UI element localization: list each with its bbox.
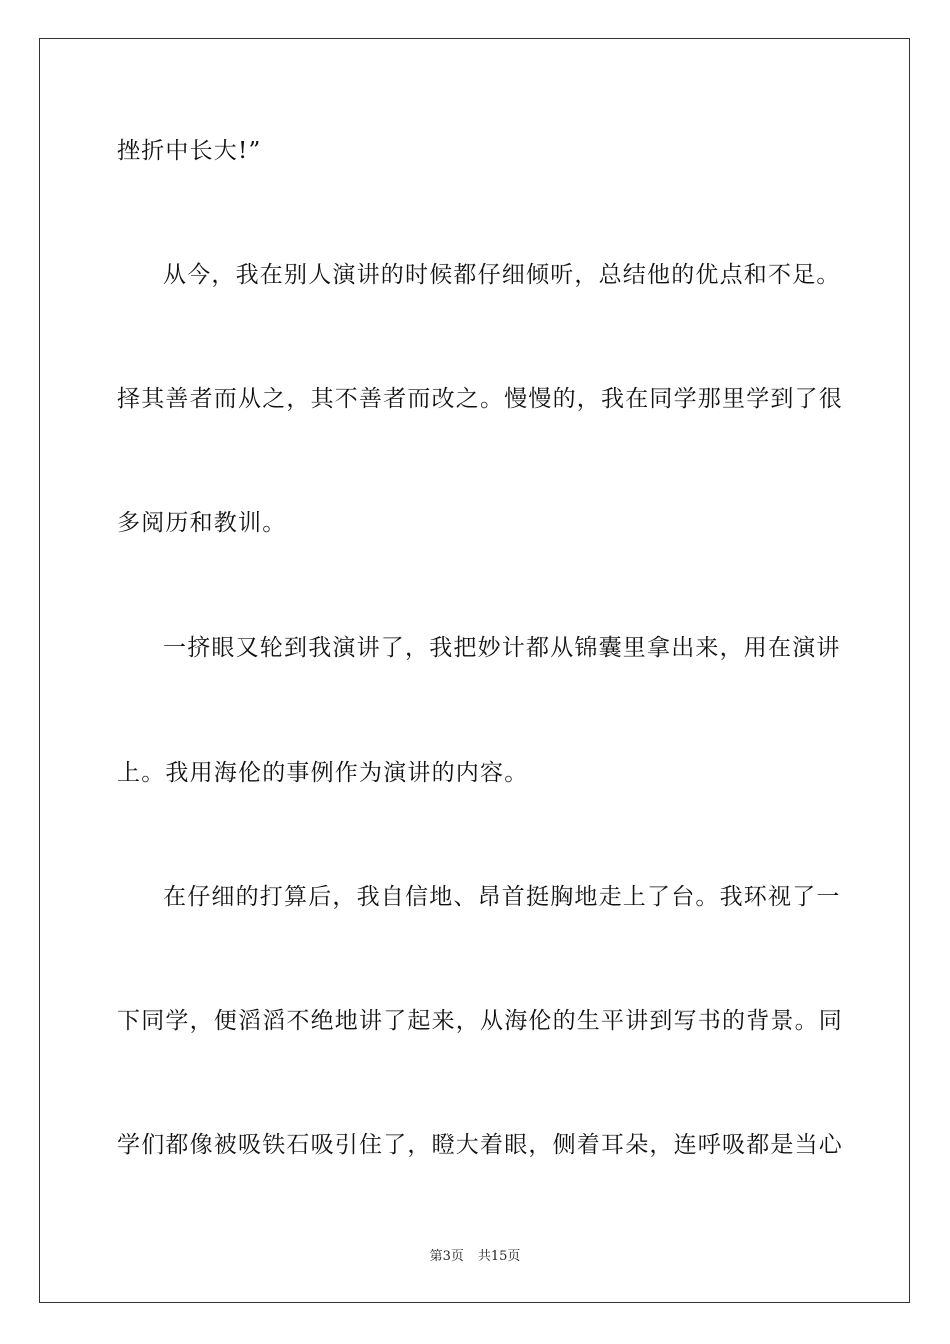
paragraph-start-line: 在仔细的打算后，我自信地、昂首挺胸地走上了台。我环视了一: [163, 884, 841, 910]
text-line-1: 挫折中长大!”: [117, 138, 262, 164]
paragraph-start-line: 从今，我在别人演讲的时候都仔细倾听，总结他的优点和不足。: [163, 262, 841, 288]
page-footer: [0, 1248, 950, 1266]
page-number: 第3页: [429, 1249, 464, 1264]
text-line-6: 上。我用海伦的事例作为演讲的内容。: [117, 760, 529, 786]
paragraph-start-line: 一挤眼又轮到我演讲了，我把妙计都从锦囊里拿出来，用在演讲: [163, 635, 841, 661]
total-pages: 共15页: [477, 1249, 521, 1264]
text-line-3: 择其善者而从之，其不善者而改之。慢慢的，我在同学那里学到了很: [117, 386, 843, 412]
text-line-8: 下同学，便滔滔不绝地讲了起来，从海伦的生平讲到写书的背景。同: [117, 1008, 843, 1034]
text-line-9: 学们都像被吸铁石吸引住了，瞪大着眼，侧着耳朵，连呼吸都是当心: [117, 1132, 843, 1158]
page-border: [39, 38, 910, 1303]
text-line-4: 多阅历和教训。: [117, 510, 287, 536]
